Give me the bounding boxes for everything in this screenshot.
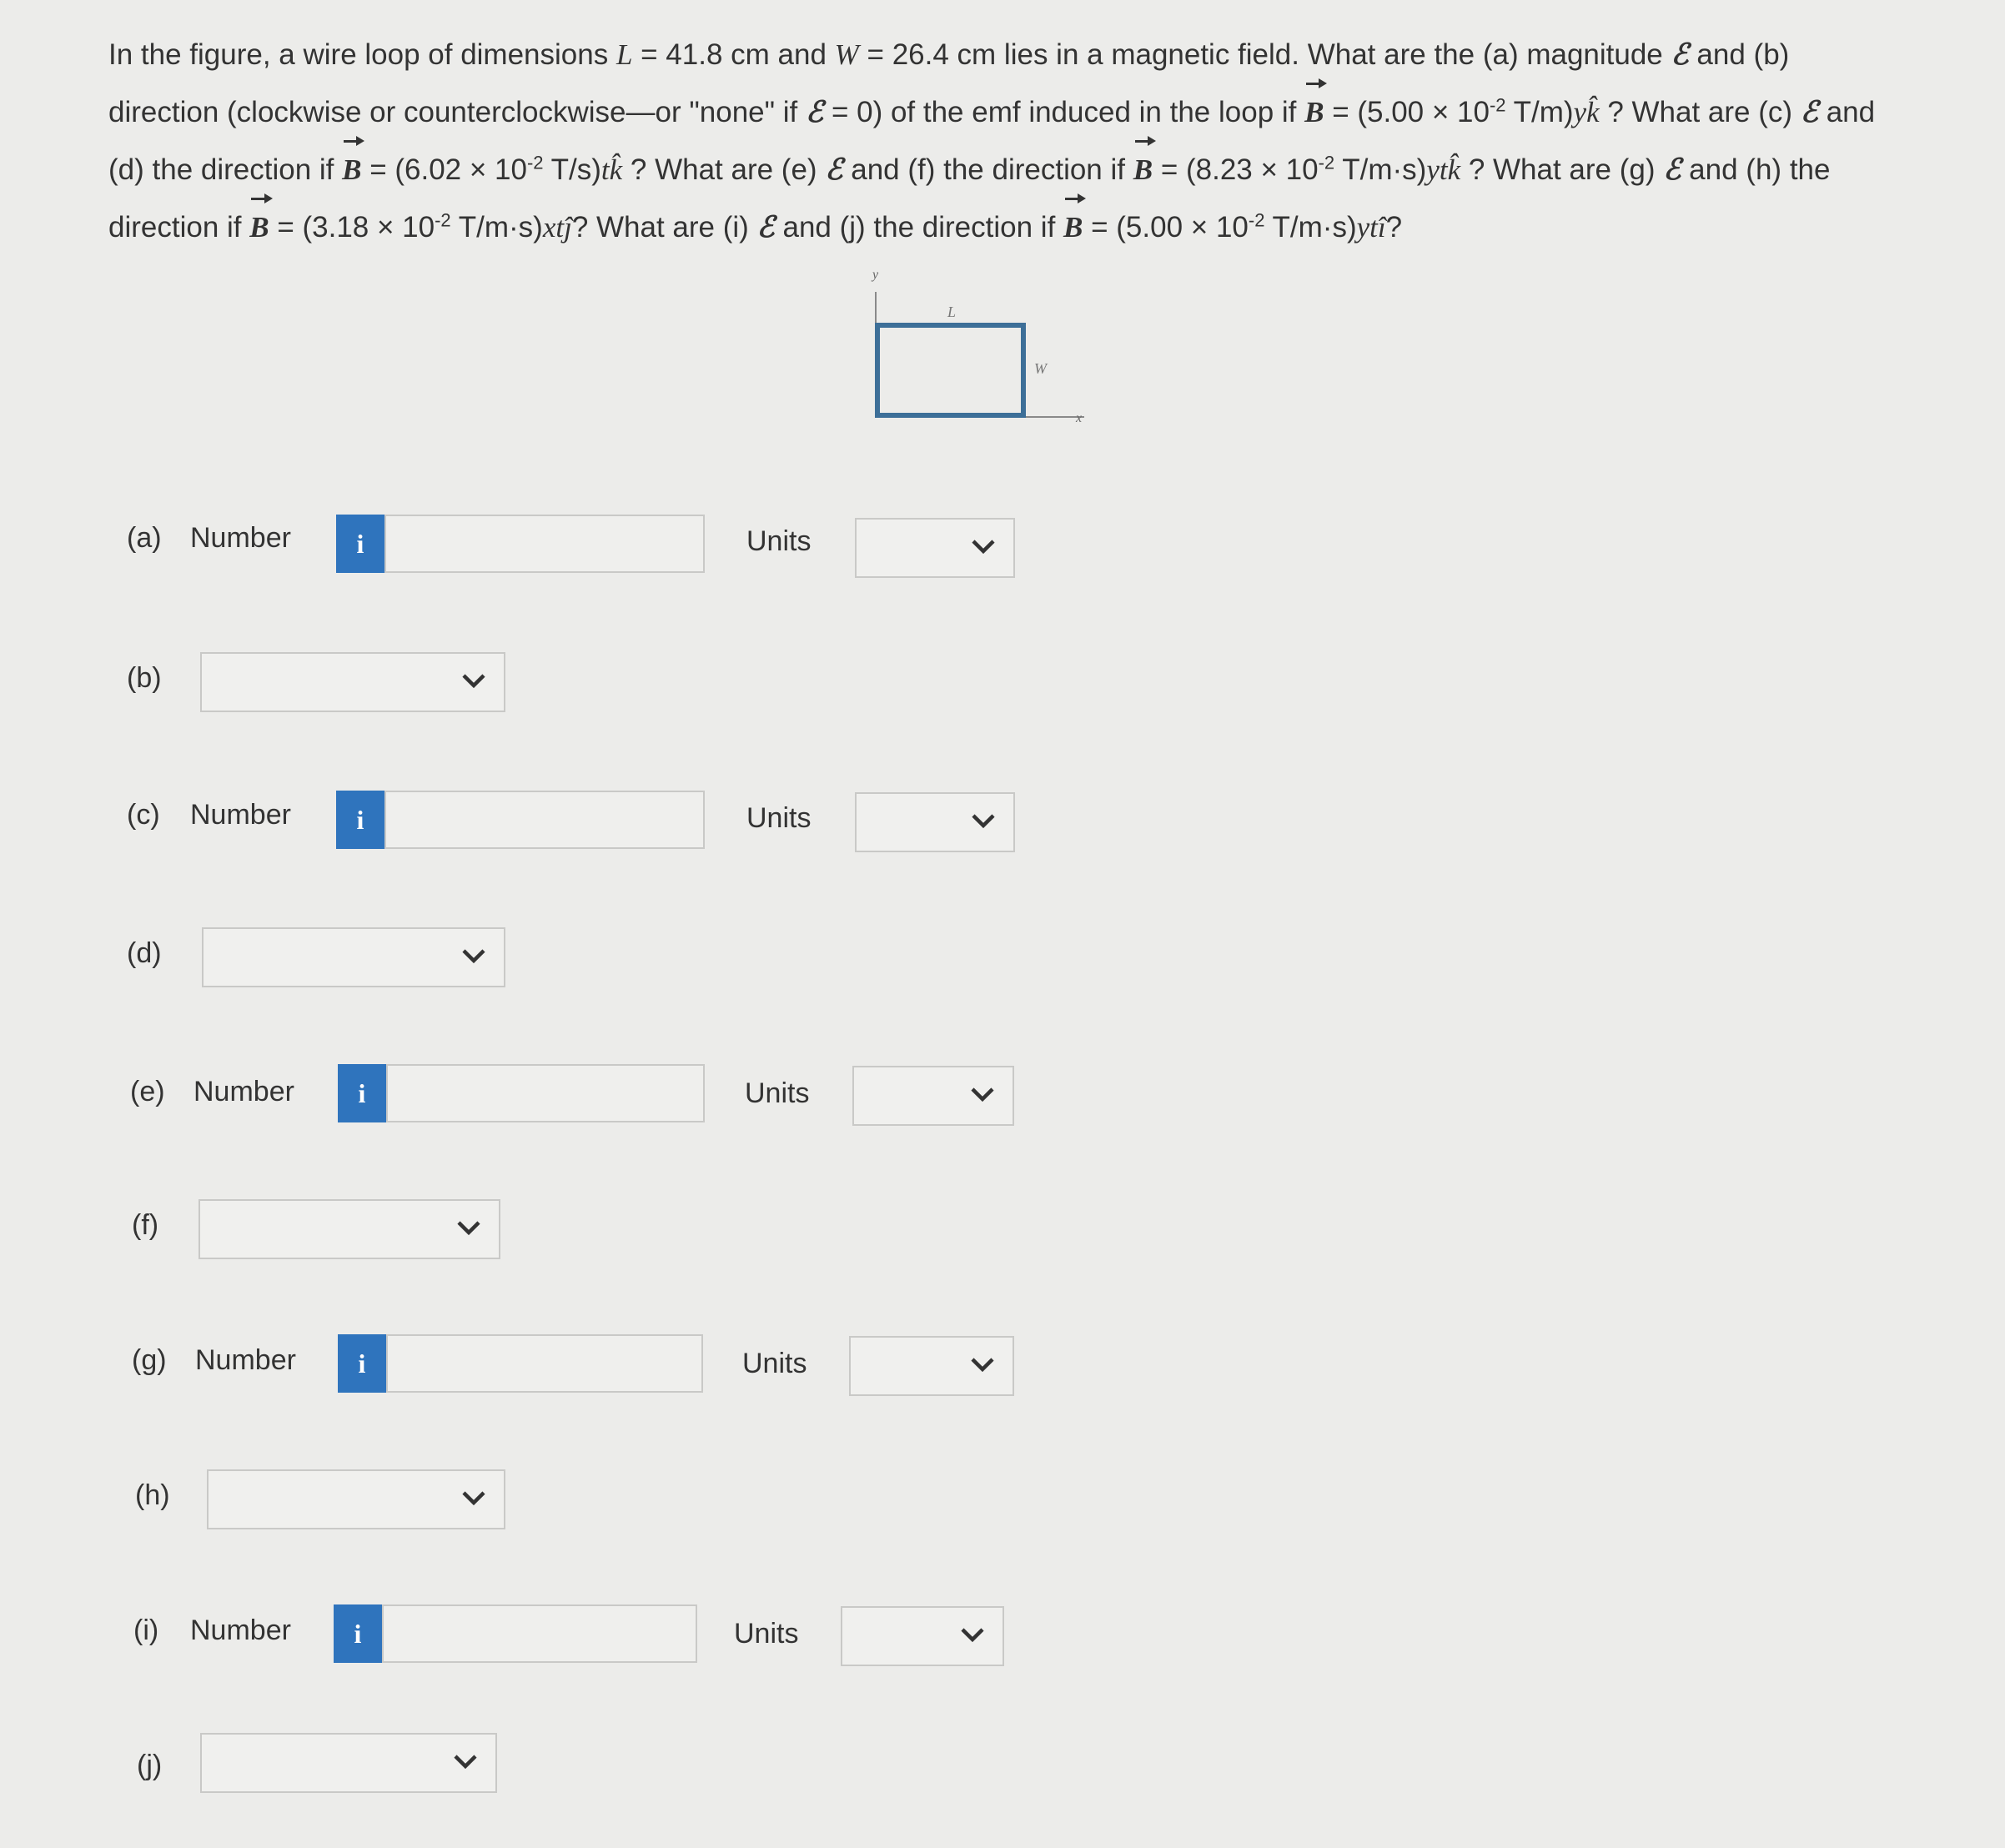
emf-symbol: ℰ xyxy=(1671,38,1689,71)
units-label: Units xyxy=(746,525,812,557)
units-label: Units xyxy=(734,1618,799,1650)
info-icon[interactable]: i xyxy=(338,1334,386,1393)
length-label: L xyxy=(947,304,957,320)
chevron-down-icon xyxy=(459,1483,489,1513)
chevron-down-icon xyxy=(459,941,489,971)
chevron-down-icon xyxy=(967,1349,997,1379)
part-e-units-select[interactable] xyxy=(852,1066,1014,1126)
chevron-down-icon xyxy=(454,1213,484,1243)
b-vector-symbol: B xyxy=(249,196,269,254)
y-axis-label: y xyxy=(872,268,879,282)
emf-symbol: ℰ xyxy=(1800,96,1818,128)
b-vector-symbol: B xyxy=(342,138,361,196)
info-icon[interactable]: i xyxy=(336,791,384,849)
emf-symbol: ℰ xyxy=(825,153,843,186)
part-j-label: (j) xyxy=(137,1750,163,1781)
number-label: Number xyxy=(190,799,291,831)
b-vector-symbol: B xyxy=(1063,196,1083,254)
part-g-label: (g) xyxy=(132,1344,167,1376)
part-c-label: (c) xyxy=(127,799,160,831)
part-c-number-input[interactable] xyxy=(384,791,705,849)
wire-loop xyxy=(877,325,1023,415)
part-g-units-select[interactable] xyxy=(849,1336,1014,1396)
part-c-units-select[interactable] xyxy=(855,792,1015,852)
part-h-direction-select[interactable] xyxy=(207,1469,505,1529)
info-icon[interactable]: i xyxy=(336,515,384,573)
part-e-label: (e) xyxy=(130,1076,165,1107)
chevron-down-icon xyxy=(459,665,489,696)
part-i-label: (i) xyxy=(133,1614,159,1646)
part-i-units-select[interactable] xyxy=(841,1606,1004,1666)
info-icon[interactable]: i xyxy=(338,1064,386,1122)
units-label: Units xyxy=(745,1077,810,1109)
emf-symbol: ℰ xyxy=(806,96,824,128)
part-b-label: (b) xyxy=(127,662,162,694)
part-j-direction-select[interactable] xyxy=(200,1733,497,1793)
number-label: Number xyxy=(193,1076,294,1107)
part-d-direction-select[interactable] xyxy=(202,927,505,987)
chevron-down-icon xyxy=(450,1746,480,1776)
part-e-number-input[interactable] xyxy=(386,1064,705,1122)
part-f-direction-select[interactable] xyxy=(198,1199,500,1259)
wire-loop-figure xyxy=(859,259,1101,434)
chevron-down-icon xyxy=(957,1620,987,1650)
b-vector-symbol: B xyxy=(1304,81,1324,138)
part-d-label: (d) xyxy=(127,937,162,969)
chevron-down-icon xyxy=(967,1079,997,1109)
info-icon[interactable]: i xyxy=(334,1604,382,1663)
units-label: Units xyxy=(746,802,812,834)
number-label: Number xyxy=(195,1344,296,1376)
part-g-number-input[interactable] xyxy=(386,1334,703,1393)
part-a-units-select[interactable] xyxy=(855,518,1015,578)
emf-symbol: ℰ xyxy=(756,211,775,244)
b-vector-symbol: B xyxy=(1133,138,1153,196)
question-text: In the figure, a wire loop of dimensions L = 41.8 cm and W = 26.4 cm lies in a magnetic field. What are the (a) magnitude ℰ and (b) direction (clockwise or counterclockwise—or "none" if ℰ = 0) of the emf induced in the loop if $B = (5.00 \times 10^{-2}$ T/m)yk̂ ? What are (c) ℰ and (d) the direction if $B = (6.02 \times 10^{-2}$ T/s)tk̂ ? What are (e) ℰ and (f) the direction if $B = (8.23 \times 10^{-2}$ T/m·s)ytk̂ ? What are (g) ℰ and (h) the direction if $B = (3.18 \times 10^{-2}$ T/m·s)xtĵ? What are (i) ℰ and (j) the direction if $B = (5.00 \times 10^{-2}$ T/m·s)ytî? xyxy=(108,28,1877,254)
emf-symbol: ℰ xyxy=(1663,153,1681,186)
width-label: W xyxy=(1034,360,1047,377)
number-label: Number xyxy=(190,1614,291,1646)
part-h-label: (h) xyxy=(135,1479,170,1511)
number-label: Number xyxy=(190,522,291,554)
part-b-direction-select[interactable] xyxy=(200,652,505,712)
units-label: Units xyxy=(742,1348,807,1379)
chevron-down-icon xyxy=(968,806,998,836)
x-axis-label: x xyxy=(1076,411,1083,425)
part-a-number-input[interactable] xyxy=(384,515,705,573)
chevron-down-icon xyxy=(968,531,998,561)
part-i-number-input[interactable] xyxy=(382,1604,697,1663)
part-a-label: (a) xyxy=(127,522,162,554)
part-f-label: (f) xyxy=(132,1209,159,1241)
